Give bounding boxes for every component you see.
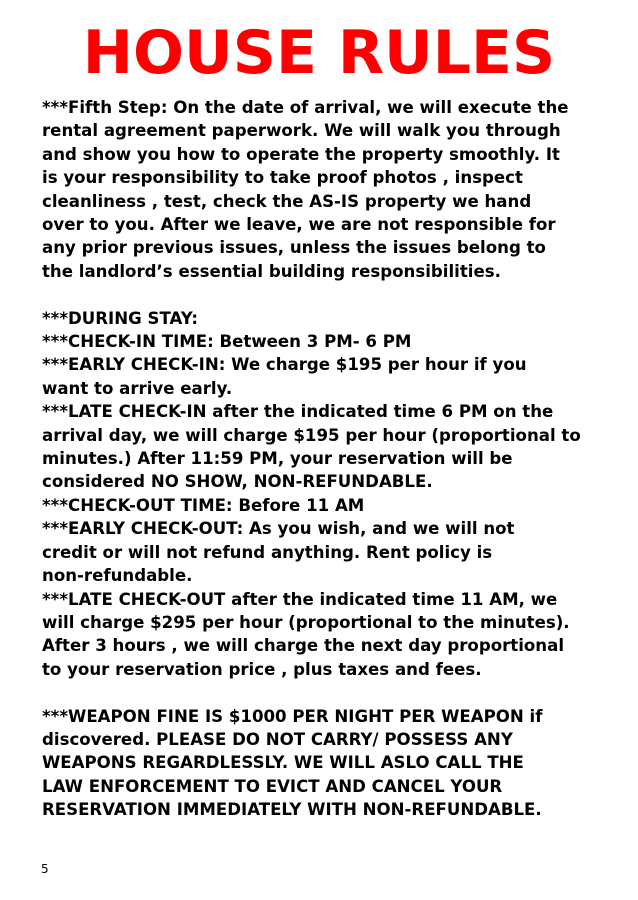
text-line: ***LATE CHECK-OUT after the indicated time 11 AM, we [42, 589, 558, 609]
paragraph-spacer [42, 681, 607, 704]
text-line: over to you. After we leave, we are not responsible for [42, 215, 556, 235]
text-line: non-refundable. [42, 566, 193, 586]
text-line: credit or will not refund anything. Rent policy is [42, 542, 493, 562]
rules-content [42, 96, 607, 822]
text-line: will charge $295 per hour (proportional to the minutes). [42, 612, 570, 632]
text-line: ***WEAPON FINE IS $1000 PER NIGHT PER WEAPON if [42, 706, 543, 726]
text-line: minutes.) After 11:59 PM, your reservation will be [42, 449, 513, 469]
text-line: to your reservation price , plus taxes and fees. [42, 659, 482, 679]
text-line: any prior previous issues, unless the issues belong to [42, 238, 546, 258]
text-line: the landlord’s essential building responsibilities. [42, 261, 501, 281]
text-line: is your responsibility to take proof photos , inspect [42, 168, 523, 188]
text-line: After 3 hours , we will charge the next day proportional [42, 636, 565, 656]
text-line: arrival day, we will charge $195 per hour (proportional to [42, 425, 581, 445]
text-line: ***EARLY CHECK-IN: We charge $195 per hour if you [42, 355, 527, 375]
text-line: rental agreement paperwork. We will walk you through [42, 121, 561, 141]
fifth-step-paragraph [42, 96, 607, 283]
text-line: cleanliness , test, check the AS-IS property we hand [42, 191, 532, 211]
text-line: considered NO SHOW, NON-REFUNDABLE. [42, 472, 433, 492]
text-line: RESERVATION IMMEDIATELY WITH NON-REFUNDABLE. [42, 800, 542, 820]
weapon-fine-paragraph [42, 705, 607, 822]
text-line: ***DURING STAY: [42, 308, 198, 328]
text-line: ***Fifth Step: On the date of arrival, we will execute the [42, 98, 569, 117]
text-line: discovered. PLEASE DO NOT CARRY/ POSSESS ANY [42, 729, 513, 749]
during-stay-paragraph [42, 307, 607, 682]
paragraph-spacer [42, 283, 607, 306]
text-line: ***LATE CHECK-IN after the indicated time 6 PM on the [42, 402, 554, 422]
text-line: ***CHECK-OUT TIME: Before 11 AM [42, 495, 365, 515]
page-title: HOUSE RULES [82, 18, 556, 88]
text-line: and show you how to operate the property smoothly. It [42, 144, 560, 164]
text-line: LAW ENFORCEMENT TO EVICT AND CANCEL YOUR [42, 776, 503, 796]
text-line: ***EARLY CHECK-OUT: As you wish, and we will not [42, 519, 515, 539]
text-line: WEAPONS REGARDLESSLY. WE WILL ASLO CALL THE [42, 753, 524, 773]
text-line: want to arrive early. [42, 378, 233, 398]
page-number: 5 [41, 862, 49, 876]
text-line: ***CHECK-IN TIME: Between 3 PM- 6 PM [42, 332, 412, 352]
